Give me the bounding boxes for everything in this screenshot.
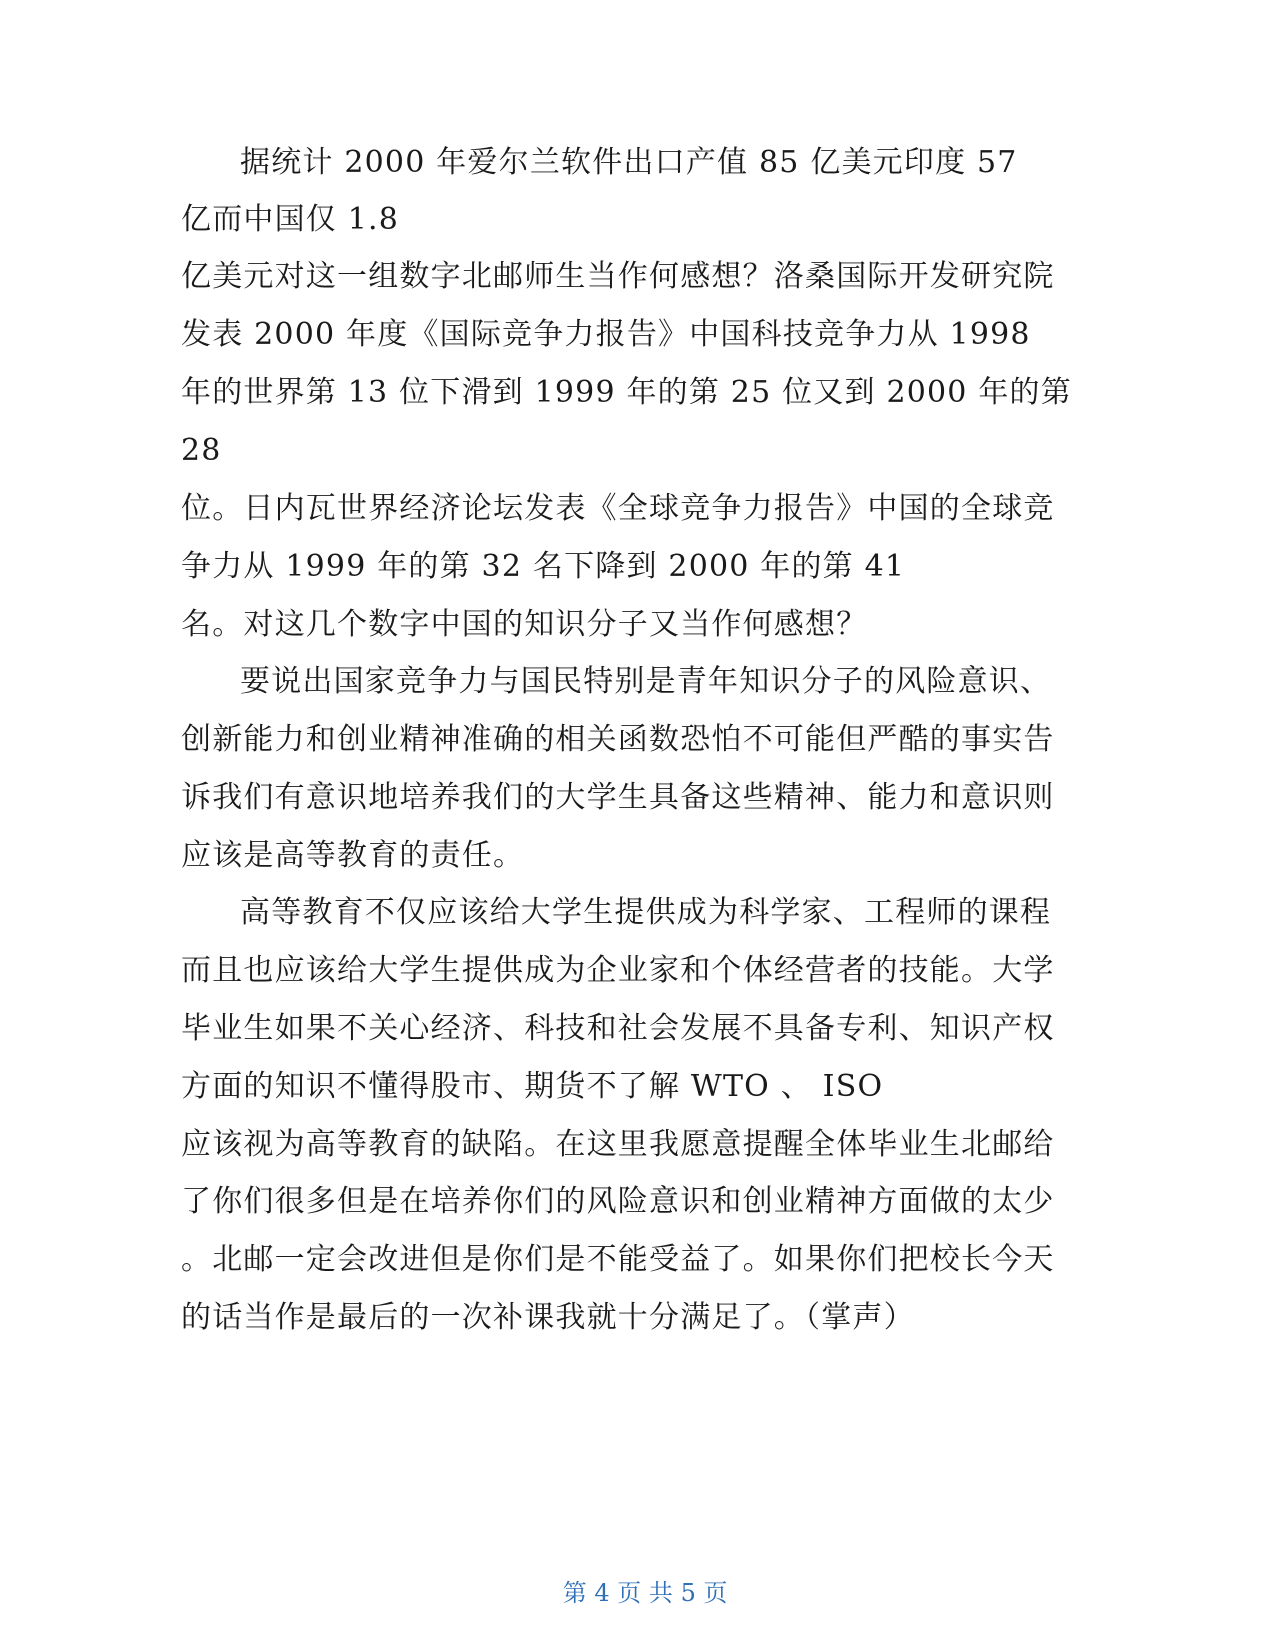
text-line: 名。对这几个数字中国的知识分子又当作何感想？ <box>181 607 868 642</box>
text-line: 而且也应该给大学生提供成为企业家和个体经营者的技能。大学 <box>181 953 1055 988</box>
text-line: 位。日内瓦世界经济论坛发表《全球竞争力报告》中国的全球竞 <box>181 491 1055 526</box>
text-line: 了你们很多但是在培养你们的风险意识和创业精神方面做的太少 <box>181 1184 1055 1219</box>
text-line: 诉我们有意识地培养我们的大学生具备这些精神、能力和意识则 <box>181 780 1055 815</box>
text-line: 毕业生如果不关心经济、科技和社会发展不具备专利、知识产权 <box>181 1011 1055 1046</box>
text-line: 。北邮一定会改进但是你们是不能受益了。如果你们把校长今天 <box>181 1242 1055 1277</box>
text-line: 应该是高等教育的责任。 <box>181 838 525 873</box>
text-line: 年的世界第 13 位下滑到 1999 年的第 25 位又到 2000 年的第 <box>181 375 1072 410</box>
text-line: 要说出国家竞争力与国民特别是青年知识分子的风险意识、 <box>240 664 1052 699</box>
page-number-label: 第 4 页 共 5 页 <box>562 1579 728 1607</box>
text-line: 发表 2000 年度《国际竞争力报告》中国科技竞争力从 1998 <box>181 317 1031 352</box>
text-line: 方面的知识不懂得股市、期货不了解 WTO 、 ISO <box>181 1069 884 1104</box>
page-footer <box>0 1545 1275 1609</box>
text-line: 的话当作是最后的一次补课我就十分满足了。（掌声） <box>181 1300 915 1335</box>
text-line: 28 <box>181 433 222 468</box>
text-line: 亿而中国仅 1.8 <box>181 202 400 237</box>
text-line: 争力从 1999 年的第 32 名下降到 2000 年的第 41 <box>181 549 906 584</box>
text-line: 亿美元对这一组数字北邮师生当作何感想？洛桑国际开发研究院 <box>181 259 1055 294</box>
text-line: 创新能力和创业精神准确的相关函数恐怕不可能但严酷的事实告 <box>181 722 1055 757</box>
text-line: 据统计 2000 年爱尔兰软件出口产值 85 亿美元印度 57 <box>240 145 1018 180</box>
text-line: 应该视为高等教育的缺陷。在这里我愿意提醒全体毕业生北邮给 <box>181 1127 1055 1162</box>
text-line: 高等教育不仅应该给大学生提供成为科学家、工程师的课程 <box>240 895 1052 930</box>
